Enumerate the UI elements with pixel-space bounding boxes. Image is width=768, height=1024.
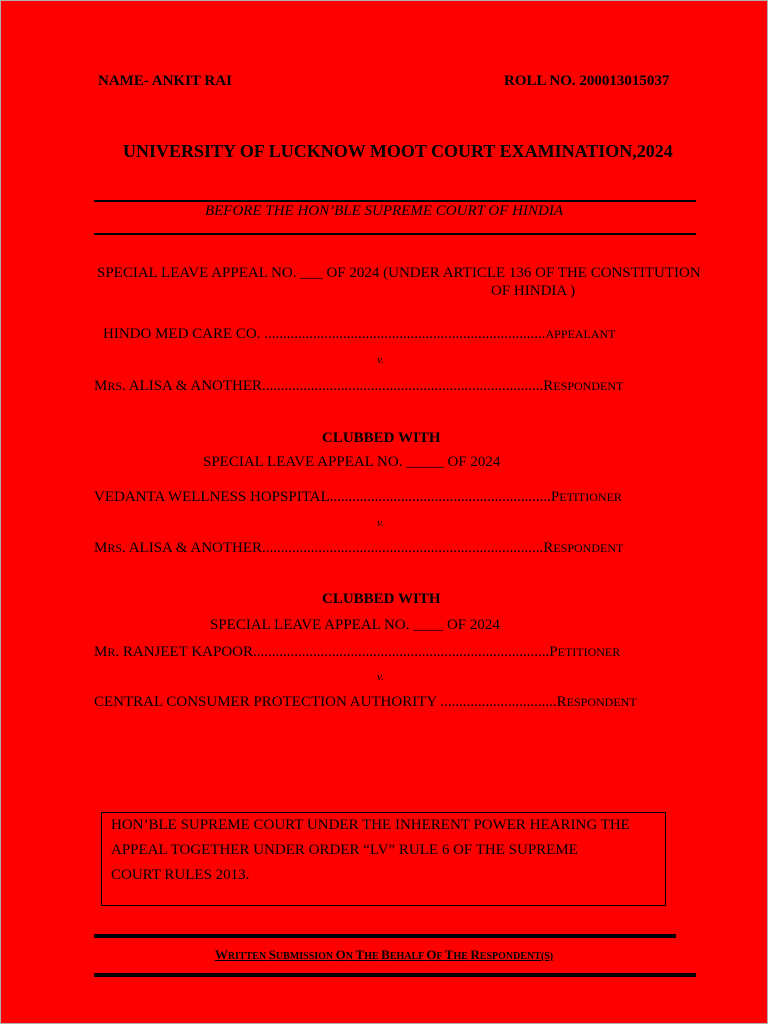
submission-bottom-rule — [94, 973, 696, 977]
case3-respondent — [94, 694, 637, 711]
court-name: BEFORE THE HON’BLE SUPREME COURT OF HINDIA — [204, 203, 563, 219]
role-initial: P — [550, 489, 560, 505]
versus: v. — [377, 671, 384, 683]
leader-dots: ........................................................... — [329, 489, 551, 505]
party-role: ESPONDENT — [553, 379, 624, 393]
party-role: ESPONDENT — [553, 541, 624, 555]
case1-respondent — [94, 378, 623, 395]
cap: O — [426, 947, 437, 962]
leader-dots: ........................................................................... — [260, 326, 546, 342]
party-name: VEDANTA WELLNESS HOPSPITAL — [94, 489, 330, 505]
clubbed-appeal: SPECIAL LEAVE APPEAL NO. _____ OF 2024 — [203, 454, 501, 470]
cap: W — [214, 947, 228, 962]
hearing-note-line1: HON’BLE SUPREME COURT UNDER THE INHERENT POWER HEARING THE — [111, 817, 630, 833]
party-initial: M — [94, 644, 108, 660]
party-initial: M — [94, 378, 108, 394]
student-name: NAME- ANKIT RAI — [98, 73, 232, 89]
case2-respondent — [94, 540, 623, 557]
cap: B — [381, 947, 390, 962]
party-role: APPEALANT — [545, 327, 616, 341]
submission-top-rule — [94, 934, 676, 938]
role-initial: R — [556, 694, 567, 710]
top-rule — [94, 200, 696, 202]
main-appeal-line2: OF HINDIA ) — [491, 283, 576, 299]
party-smallcaps: RS — [107, 379, 123, 393]
main-appeal-line1: SPECIAL LEAVE APPEAL NO. ___ OF 2024 (UNDER ARTICLE 136 OF THE CONSTITUTION — [97, 265, 701, 281]
role-initial: P — [549, 644, 558, 660]
clubbed-heading: CLUBBED WITH — [322, 430, 441, 446]
party-name: . ALISA & ANOTHER — [122, 540, 263, 556]
leader-dots: ............................... — [440, 694, 557, 710]
leader-dots: ........................................................................... — [262, 378, 544, 394]
leader-dots: ............................................................................... — [253, 644, 550, 660]
versus: v. — [377, 354, 384, 366]
hearing-note-line3: COURT RULES 2013. — [111, 867, 250, 883]
party-name: . RANJEET KAPOOR — [115, 644, 254, 660]
smallcap: ESPONDENT(S) — [479, 951, 554, 962]
party-name: . ALISA & ANOTHER — [122, 378, 263, 394]
clubbed-appeal: SPECIAL LEAVE APPEAL NO. ____ OF 2024 — [210, 617, 500, 633]
smallcap: F — [436, 951, 445, 962]
clubbed-heading: CLUBBED WITH — [322, 591, 441, 607]
submission-heading — [1, 947, 767, 963]
hearing-note-line2: APPEAL TOGETHER UNDER ORDER “LV” RULE 6 OF THE SUPREME — [111, 842, 578, 858]
smallcap: HE — [364, 951, 382, 962]
cap: T — [444, 947, 454, 962]
hearing-note-box — [101, 812, 666, 906]
party-initial: M — [94, 540, 108, 556]
role-initial: R — [543, 378, 554, 394]
cap: T — [355, 947, 365, 962]
party-name: HINDO MED CARE CO. — [103, 326, 261, 342]
smallcap: EHALF — [389, 951, 427, 962]
smallcap: N — [345, 951, 356, 962]
party-role: ESPONDENT — [566, 695, 637, 709]
cap: S — [268, 947, 276, 962]
page-title: UNIVERSITY OF LUCKNOW MOOT COURT EXAMINATION,2024 — [123, 141, 673, 161]
party-role: ETITIONER — [559, 490, 622, 504]
bottom-rule — [94, 233, 696, 235]
case1-appellant — [103, 326, 616, 343]
smallcap: HE — [453, 951, 471, 962]
roll-number: ROLL NO. 200013015037 — [504, 73, 670, 89]
leader-dots: ........................................................................... — [262, 540, 544, 556]
party-smallcaps: R — [107, 645, 116, 659]
party-role: ETITIONER — [557, 645, 621, 659]
cap: R — [470, 947, 480, 962]
party-name: CENTRAL CONSUMER PROTECTION AUTHORITY — [94, 694, 441, 710]
cap: O — [335, 947, 346, 962]
smallcap: RITTEN — [227, 951, 269, 962]
case3-petitioner — [94, 644, 620, 661]
party-smallcaps: RS — [107, 541, 123, 555]
role-initial: R — [543, 540, 554, 556]
smallcap: UBMISSION — [275, 951, 336, 962]
case2-petitioner — [94, 489, 622, 506]
versus: v. — [377, 517, 384, 529]
